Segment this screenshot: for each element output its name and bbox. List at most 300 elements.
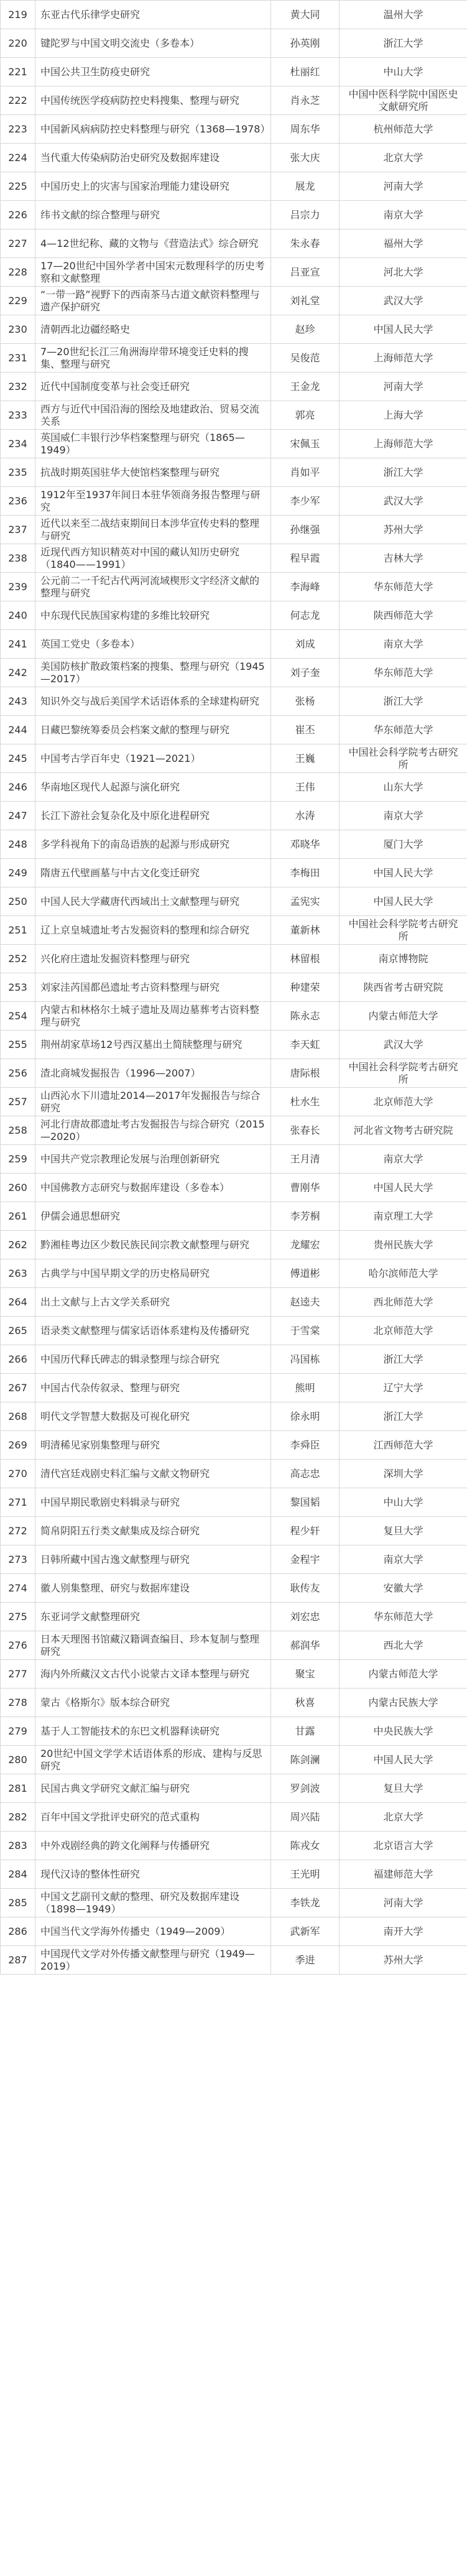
institution-name: 苏州大学	[340, 516, 467, 544]
row-number: 236	[1, 487, 35, 516]
table-row	[1, 630, 467, 659]
institution-name: 华东师范大学	[340, 573, 467, 601]
row-number: 245	[1, 744, 35, 773]
table-row	[1, 430, 467, 458]
row-number: 247	[1, 802, 35, 830]
principal-name: 种建荣	[271, 973, 340, 1002]
row-number: 235	[1, 458, 35, 487]
project-title: 刘家洼芮国都邑遗址考古资料整理与研究	[35, 973, 271, 1002]
institution-name: 贵州民族大学	[340, 1231, 467, 1259]
table-row	[1, 1059, 467, 1088]
row-number: 251	[1, 916, 35, 945]
table-row	[1, 1116, 467, 1145]
principal-name: 邓晓华	[271, 830, 340, 859]
table-row	[1, 1317, 467, 1345]
principal-name: 武新军	[271, 1917, 340, 1946]
principal-name: 周东华	[271, 115, 340, 144]
project-title: 辽上京皇城遗址考古发掘资料的整理和综合研究	[35, 916, 271, 945]
row-number: 232	[1, 373, 35, 401]
principal-name: 郝润华	[271, 1631, 340, 1660]
row-number: 268	[1, 1402, 35, 1431]
institution-name: 浙江大学	[340, 1345, 467, 1374]
principal-name: 王巍	[271, 744, 340, 773]
institution-name: 华东师范大学	[340, 1603, 467, 1631]
project-title: 中国现代文学对外传播文献整理与研究（1949—2019）	[35, 1946, 271, 1975]
principal-name: 吕亚宣	[271, 258, 340, 287]
table-row	[1, 1431, 467, 1460]
table-row	[1, 544, 467, 573]
table-row	[1, 1631, 467, 1660]
institution-name: 北京大学	[340, 1803, 467, 1832]
table-row	[1, 773, 467, 802]
principal-name: 唐际根	[271, 1059, 340, 1088]
project-title: 蒙古《格斯尔》版本综合研究	[35, 1689, 271, 1717]
project-title: 中国人民大学藏唐代西域出土文献整理与研究	[35, 887, 271, 916]
project-title: 中国当代文学海外传播史（1949—2009）	[35, 1917, 271, 1946]
project-title: 华南地区现代人起源与演化研究	[35, 773, 271, 802]
principal-name: 程早霞	[271, 544, 340, 573]
institution-name: 西北大学	[340, 1631, 467, 1660]
principal-name: 张春长	[271, 1116, 340, 1145]
table-row	[1, 1345, 467, 1374]
principal-name: 赵珍	[271, 315, 340, 344]
row-number: 226	[1, 201, 35, 229]
institution-name: 复旦大学	[340, 1774, 467, 1803]
table-row	[1, 687, 467, 716]
principal-name: 陈永志	[271, 1002, 340, 1031]
principal-name: 罗剑波	[271, 1774, 340, 1803]
project-title: 河北行唐故郡遗址考古发掘报告与综合研究（2015—2020）	[35, 1116, 271, 1145]
table-row	[1, 744, 467, 773]
project-title: 近代以来至二战结束期间日本涉华宣传史料的整理与研究	[35, 516, 271, 544]
project-title: 日本天理图书馆藏汉籍调查编目、珍本复制与整理研究	[35, 1631, 271, 1660]
project-title: 17—20世纪中国外学者中国宋元数理科学的历史考察和文献整理	[35, 258, 271, 287]
row-number: 276	[1, 1631, 35, 1660]
principal-name: 耿传友	[271, 1574, 340, 1603]
table-row	[1, 1746, 467, 1774]
row-number: 238	[1, 544, 35, 573]
principal-name: 王金龙	[271, 373, 340, 401]
project-title: 渣北商城发掘报告（1996—2007）	[35, 1059, 271, 1088]
table-row	[1, 1402, 467, 1431]
row-number: 223	[1, 115, 35, 144]
principal-name: 刘成	[271, 630, 340, 659]
principal-name: 李少军	[271, 487, 340, 516]
project-title: 明代文学智慧大数据及可视化研究	[35, 1402, 271, 1431]
row-number: 280	[1, 1746, 35, 1774]
row-number: 256	[1, 1059, 35, 1088]
institution-name: 安徽大学	[340, 1574, 467, 1603]
project-title: 抗战时期英国驻华大使馆档案整理与研究	[35, 458, 271, 487]
institution-name: 吉林大学	[340, 544, 467, 573]
principal-name: 李舜臣	[271, 1431, 340, 1460]
project-title: 近代中国制度变革与社会变迁研究	[35, 373, 271, 401]
row-number: 227	[1, 229, 35, 258]
row-number: 250	[1, 887, 35, 916]
principal-name: 徐永明	[271, 1402, 340, 1431]
project-title: 中国早期民歌剧史料辑录与研究	[35, 1488, 271, 1517]
institution-name: 北京大学	[340, 144, 467, 172]
principal-name: 孙继强	[271, 516, 340, 544]
project-title: 出土文献与上古文学关系研究	[35, 1288, 271, 1317]
project-title: 中国公共卫生防疫史研究	[35, 58, 271, 86]
row-number: 270	[1, 1460, 35, 1488]
row-number: 261	[1, 1202, 35, 1231]
table-row	[1, 1917, 467, 1946]
row-number: 248	[1, 830, 35, 859]
project-title: 中国考古学百年史（1921—2021）	[35, 744, 271, 773]
table-row	[1, 1603, 467, 1631]
row-number: 260	[1, 1174, 35, 1202]
row-number: 286	[1, 1917, 35, 1946]
institution-name: 温州大学	[340, 1, 467, 29]
principal-name: 张杨	[271, 687, 340, 716]
institution-name: 上海师范大学	[340, 344, 467, 373]
institution-name: 南京大学	[340, 201, 467, 229]
institution-name: 河北大学	[340, 258, 467, 287]
project-title: 百年中国文学批评史研究的范式重构	[35, 1803, 271, 1832]
institution-name: 中国人民大学	[340, 1174, 467, 1202]
table-row	[1, 1, 467, 29]
project-title: 中东现代民族国家构建的多维比较研究	[35, 601, 271, 630]
table-row	[1, 287, 467, 315]
row-number: 277	[1, 1660, 35, 1689]
row-number: 259	[1, 1145, 35, 1174]
project-title: 东亚古代乐律学史研究	[35, 1, 271, 29]
table-row	[1, 1689, 467, 1717]
row-number: 274	[1, 1574, 35, 1603]
table-row	[1, 716, 467, 744]
principal-name: 李铁龙	[271, 1889, 340, 1917]
institution-name: 浙江大学	[340, 687, 467, 716]
institution-name: 北京语言大学	[340, 1832, 467, 1860]
institution-name: 武汉大学	[340, 487, 467, 516]
institution-name: 中国人民大学	[340, 887, 467, 916]
table-row	[1, 1202, 467, 1231]
principal-name: 龙耀宏	[271, 1231, 340, 1259]
row-number: 231	[1, 344, 35, 373]
principal-name: 崔丕	[271, 716, 340, 744]
row-number: 258	[1, 1116, 35, 1145]
principal-name: 李梅田	[271, 859, 340, 887]
row-number: 221	[1, 58, 35, 86]
principal-name: 熊明	[271, 1374, 340, 1402]
project-title: 清代宫廷戏剧史料汇编与文献文物研究	[35, 1460, 271, 1488]
table-row	[1, 516, 467, 544]
institution-name: 河南大学	[340, 1889, 467, 1917]
row-number: 263	[1, 1259, 35, 1288]
row-number: 219	[1, 1, 35, 29]
table-row	[1, 1259, 467, 1288]
principal-name: 刘宏忠	[271, 1603, 340, 1631]
institution-name: 杭州师范大学	[340, 115, 467, 144]
table-row	[1, 1574, 467, 1603]
principal-name: 朱永春	[271, 229, 340, 258]
project-title: 荆州胡家草场12号西汉墓出土简牍整理与研究	[35, 1031, 271, 1059]
principal-name: 张大庆	[271, 144, 340, 172]
principal-name: 李海峰	[271, 573, 340, 601]
row-number: 233	[1, 401, 35, 430]
row-number: 228	[1, 258, 35, 287]
institution-name: 浙江大学	[340, 458, 467, 487]
row-number: 282	[1, 1803, 35, 1832]
project-title: 清朝西北边疆经略史	[35, 315, 271, 344]
institution-name: 河北省文物考古研究院	[340, 1116, 467, 1145]
table-row	[1, 29, 467, 58]
principal-name: 于雪棠	[271, 1317, 340, 1345]
table-row	[1, 1774, 467, 1803]
project-title: 4—12世纪称、藏的文物与《营造法式》综合研究	[35, 229, 271, 258]
institution-name: 北京师范大学	[340, 1088, 467, 1116]
table-row	[1, 201, 467, 229]
table-row	[1, 487, 467, 516]
project-title: 黔湘桂粤边区少数民族民间宗教文献整理与研究	[35, 1231, 271, 1259]
institution-name: 厦门大学	[340, 830, 467, 859]
table-row	[1, 458, 467, 487]
project-title: 7—20世纪长江三角洲海岸带环境变迁史料的搜集、整理与研究	[35, 344, 271, 373]
row-number: 244	[1, 716, 35, 744]
row-number: 281	[1, 1774, 35, 1803]
principal-name: 曹刚华	[271, 1174, 340, 1202]
table-row	[1, 1002, 467, 1031]
institution-name: 南京博物院	[340, 945, 467, 973]
institution-name: 福建师范大学	[340, 1860, 467, 1889]
table-row	[1, 573, 467, 601]
table-row	[1, 945, 467, 973]
institution-name: 武汉大学	[340, 1031, 467, 1059]
principal-name: 黄大同	[271, 1, 340, 29]
table-row	[1, 1545, 467, 1574]
project-title: 兴化府庄遗址发掘资料整理与研究	[35, 945, 271, 973]
institution-name: 南京大学	[340, 1145, 467, 1174]
row-number: 275	[1, 1603, 35, 1631]
principal-name: 陈戎女	[271, 1832, 340, 1860]
row-number: 224	[1, 144, 35, 172]
institution-name: 中国社会科学院考古研究所	[340, 1059, 467, 1088]
institution-name: 华东师范大学	[340, 716, 467, 744]
principal-name: 陈剑澜	[271, 1746, 340, 1774]
project-title: 中国文艺副刊文献的整理、研究及数据库建设（1898—1949）	[35, 1889, 271, 1917]
institution-name: 山东大学	[340, 773, 467, 802]
principal-name: 吴俊范	[271, 344, 340, 373]
table-row	[1, 1145, 467, 1174]
project-title: 英国威仁丰银行沙华档案整理与研究（1865—1949）	[35, 430, 271, 458]
principal-name: 周兴陆	[271, 1803, 340, 1832]
project-title: 古典学与中国早期文学的历史格局研究	[35, 1259, 271, 1288]
table-row	[1, 144, 467, 172]
table-row	[1, 1832, 467, 1860]
table-row	[1, 1860, 467, 1889]
project-title: 简帛阴阳五行类文献集成及综合研究	[35, 1517, 271, 1545]
table-row	[1, 58, 467, 86]
principal-name: 郭亮	[271, 401, 340, 430]
institution-name: 河南大学	[340, 373, 467, 401]
principal-name: 冯国栋	[271, 1345, 340, 1374]
institution-name: 陕西省考古研究院	[340, 973, 467, 1002]
project-title: 日藏巴黎统筹委员会档案文献的整理与研究	[35, 716, 271, 744]
institution-name: 华东师范大学	[340, 659, 467, 687]
institution-name: 辽宁大学	[340, 1374, 467, 1402]
institution-name: 南开大学	[340, 1917, 467, 1946]
row-number: 249	[1, 859, 35, 887]
principal-name: 吕宗力	[271, 201, 340, 229]
institution-name: 上海大学	[340, 401, 467, 430]
project-title: 隋唐五代壁画墓与中古文化变迁研究	[35, 859, 271, 887]
row-number: 269	[1, 1431, 35, 1460]
project-title: 20世纪中国文学学术话语体系的形成、建构与反思研究	[35, 1746, 271, 1774]
row-number: 271	[1, 1488, 35, 1517]
institution-name: 内蒙古师范大学	[340, 1660, 467, 1689]
row-number: 255	[1, 1031, 35, 1059]
project-title: 基于人工智能技术的东巴文机器释读研究	[35, 1717, 271, 1746]
table-row	[1, 1288, 467, 1317]
table-row	[1, 1374, 467, 1402]
institution-name: 深圳大学	[340, 1460, 467, 1488]
table-row	[1, 601, 467, 630]
table-row	[1, 258, 467, 287]
project-table-body	[1, 1, 467, 1975]
institution-name: 内蒙古师范大学	[340, 1002, 467, 1031]
institution-name: 中山大学	[340, 58, 467, 86]
row-number: 272	[1, 1517, 35, 1545]
principal-name: 宋佩玉	[271, 430, 340, 458]
project-title: 中国共产党宗教理论发展与治理创新研究	[35, 1145, 271, 1174]
institution-name: 南京理工大学	[340, 1202, 467, 1231]
project-title: “一带一路”视野下的西南茶马古道文献资料整理与遗产保护研究	[35, 287, 271, 315]
row-number: 241	[1, 630, 35, 659]
project-title: 1912年至1937年间日本驻华领商务报告整理与研究	[35, 487, 271, 516]
row-number: 254	[1, 1002, 35, 1031]
project-title: 中国历代释氏碑志的辑录整理与综合研究	[35, 1345, 271, 1374]
project-title: 中外戏剧经典的跨文化阐释与传播研究	[35, 1832, 271, 1860]
table-row	[1, 1088, 467, 1116]
row-number: 283	[1, 1832, 35, 1860]
row-number: 273	[1, 1545, 35, 1574]
table-row	[1, 830, 467, 859]
institution-name: 南京大学	[340, 630, 467, 659]
project-title: 中国古代杂传叙录、整理与研究	[35, 1374, 271, 1402]
table-row	[1, 1517, 467, 1545]
principal-name: 孟宪实	[271, 887, 340, 916]
row-number: 234	[1, 430, 35, 458]
table-row	[1, 344, 467, 373]
project-title: 中国历史上的灾害与国家治理能力建设研究	[35, 172, 271, 201]
project-title: 现代汉诗的整体性研究	[35, 1860, 271, 1889]
table-row	[1, 315, 467, 344]
table-row	[1, 172, 467, 201]
row-number: 243	[1, 687, 35, 716]
table-row	[1, 973, 467, 1002]
principal-name: 王伟	[271, 773, 340, 802]
project-title: 语录类文献整理与儒家话语体系建构及传播研究	[35, 1317, 271, 1345]
table-row	[1, 229, 467, 258]
project-title: 中国传统医学疫病防控史料搜集、整理与研究	[35, 86, 271, 115]
project-title: 明清稀见家别集整理与研究	[35, 1431, 271, 1460]
project-title: 纬书文献的综合整理与研究	[35, 201, 271, 229]
institution-name: 内蒙古民族大学	[340, 1689, 467, 1717]
row-number: 278	[1, 1689, 35, 1717]
row-number: 279	[1, 1717, 35, 1746]
table-row	[1, 1717, 467, 1746]
table-row	[1, 1174, 467, 1202]
row-number: 242	[1, 659, 35, 687]
project-title: 徽人别集整理、研究与数据库建设	[35, 1574, 271, 1603]
project-title: 中国佛教方志研究与数据库建设（多卷本）	[35, 1174, 271, 1202]
principal-name: 杜丽红	[271, 58, 340, 86]
row-number: 222	[1, 86, 35, 115]
row-number: 264	[1, 1288, 35, 1317]
table-row	[1, 1803, 467, 1832]
institution-name: 中央民族大学	[340, 1717, 467, 1746]
project-title: 民国古典文学研究文献汇编与研究	[35, 1774, 271, 1803]
table-row	[1, 1660, 467, 1689]
principal-name: 程少轩	[271, 1517, 340, 1545]
table-row	[1, 1889, 467, 1917]
principal-name: 高志忠	[271, 1460, 340, 1488]
row-number: 265	[1, 1317, 35, 1345]
row-number: 284	[1, 1860, 35, 1889]
row-number: 220	[1, 29, 35, 58]
table-row	[1, 86, 467, 115]
project-title: 键陀罗与中国文明交流史（多卷本）	[35, 29, 271, 58]
project-title: 美国防核扩散政策档案的搜集、整理与研究（1945—2017）	[35, 659, 271, 687]
row-number: 239	[1, 573, 35, 601]
institution-name: 南京大学	[340, 802, 467, 830]
table-row	[1, 1031, 467, 1059]
institution-name: 武汉大学	[340, 287, 467, 315]
principal-name: 孙英刚	[271, 29, 340, 58]
principal-name: 肖如平	[271, 458, 340, 487]
institution-name: 哈尔滨师范大学	[340, 1259, 467, 1288]
table-row	[1, 859, 467, 887]
table-row	[1, 373, 467, 401]
institution-name: 西北师范大学	[340, 1288, 467, 1317]
institution-name: 浙江大学	[340, 29, 467, 58]
project-title: 当代重大传染病防治史研究及数据库建设	[35, 144, 271, 172]
project-title: 东亚词学文献整理研究	[35, 1603, 271, 1631]
principal-name: 何志龙	[271, 601, 340, 630]
institution-name: 中国社会科学院考古研究所	[340, 916, 467, 945]
table-row	[1, 1460, 467, 1488]
table-row	[1, 659, 467, 687]
table-row	[1, 887, 467, 916]
institution-name: 复旦大学	[340, 1517, 467, 1545]
principal-name: 李芳桐	[271, 1202, 340, 1231]
project-title: 山西沁水下川遗址2014—2017年发掘报告与综合研究	[35, 1088, 271, 1116]
row-number: 267	[1, 1374, 35, 1402]
row-number: 252	[1, 945, 35, 973]
table-row	[1, 1946, 467, 1975]
row-number: 266	[1, 1345, 35, 1374]
principal-name: 刘子奎	[271, 659, 340, 687]
table-row	[1, 401, 467, 430]
row-number: 230	[1, 315, 35, 344]
principal-name: 杜水生	[271, 1088, 340, 1116]
principal-name: 刘礼堂	[271, 287, 340, 315]
institution-name: 江西师范大学	[340, 1431, 467, 1460]
project-title: 长江下游社会复杂化及中原化进程研究	[35, 802, 271, 830]
project-title: 英国工党史（多卷本）	[35, 630, 271, 659]
principal-name: 王月清	[271, 1145, 340, 1174]
row-number: 246	[1, 773, 35, 802]
principal-name: 李天虹	[271, 1031, 340, 1059]
principal-name: 黎国韬	[271, 1488, 340, 1517]
principal-name: 林留根	[271, 945, 340, 973]
table-row	[1, 802, 467, 830]
project-title: 公元前二一千纪古代两河流域楔形文字经济文献的整理与研究	[35, 573, 271, 601]
principal-name: 水涛	[271, 802, 340, 830]
project-title: 中国新风病病防控史料整理与研究（1368—1978）	[35, 115, 271, 144]
